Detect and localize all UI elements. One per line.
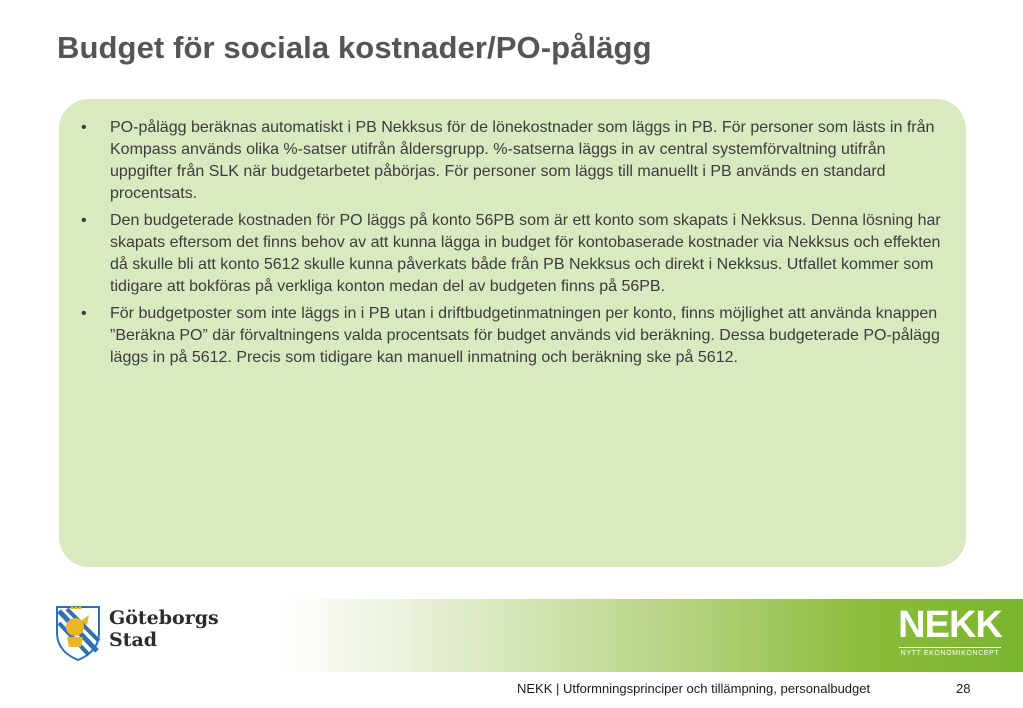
city-logo-text xyxy=(109,607,219,651)
bullet-text: Den budgeterade kostnaden för PO läggs på konto 56PB som är ett konto som skapats i Nekksus. Denna lösning har skapats eftersom det finns behov av att kunna lägga in budget för kontobaserade kostnader via Nekksus och effekten då skulle bli att konto 5612 skulle kunna påverkats både från PB Nekksus och direkt i Nekksus. Utfallet kommer som tidigare att bokföras på verkliga konton medan del av budgeten finns på 56PB. xyxy=(110,212,941,295)
page-number: 28 xyxy=(956,681,971,696)
bullet-item xyxy=(78,117,946,205)
city-logo-line2: Stad xyxy=(109,629,158,651)
nekk-logo-word: NEKK xyxy=(898,604,1002,646)
goteborgs-stad-logo xyxy=(53,603,223,663)
bullet-marker: • xyxy=(81,119,87,136)
bullet-item xyxy=(78,303,946,369)
bullet-marker: • xyxy=(81,305,87,322)
footer-caption: NEKK | Utformningsprinciper och tillämpning, personalbudget xyxy=(517,681,871,696)
city-crest-icon xyxy=(53,603,103,661)
nekk-logo-tagline: NYTT EKONOMIKONCEPT xyxy=(900,650,1000,657)
bullet-marker: • xyxy=(81,212,87,229)
nekk-logo xyxy=(895,606,1005,664)
slide-title: Budget för sociala kostnader/PO-pålägg xyxy=(57,30,652,65)
city-logo-line1: Göteborgs xyxy=(109,607,219,629)
bullet-text: PO-pålägg beräknas automatiskt i PB Nekksus för de lönekostnader som läggs in PB. För personer som lästs in från Kompass används olika %-satser utifrån åldersgrupp. %-satserna läggs in av central systemförvaltning utifrån uppgifter från SLK när budgetarbetet påbörjas. För personer som läggs till manuellt i PB används en standard procentsats. xyxy=(110,119,935,202)
bullet-item xyxy=(78,210,946,298)
nekk-logo-divider xyxy=(899,647,1001,648)
bullet-text: För budgetposter som inte läggs in i PB utan i driftbudgetinmatningen per konto, finns möjlighet att använda knappen ”Beräkna PO” där förvaltningens valda procentsats för budget används vid beräkning. Dessa budgeterade PO-pålägg läggs in på 5612. Precis som tidigare kan manuell inmatning och beräkning ske på 5612. xyxy=(110,305,940,366)
bullet-list xyxy=(78,117,946,374)
